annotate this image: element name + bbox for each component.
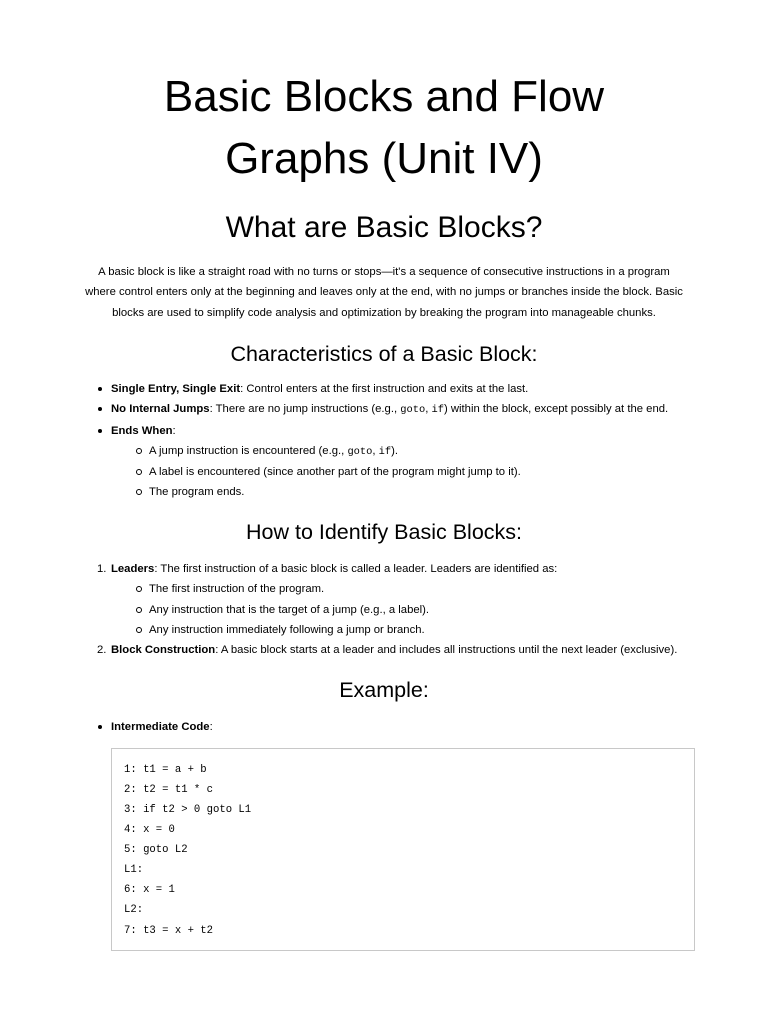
list-item (97, 640, 711, 660)
example-heading: Example: (339, 678, 429, 702)
intro-paragraph (72, 262, 696, 323)
bullet-icon (98, 407, 102, 411)
list-number: 1. (97, 563, 107, 575)
item-text: : The first instruction of a basic block is called a leader. Leaders are identified as: (154, 563, 558, 575)
code-line: 3: if t2 > 0 goto L1 (124, 804, 252, 816)
intro-line-2: where control enters only at the beginning and leaves only at the end, with no jumps or branches inside the block. Basic (85, 286, 683, 299)
title-line-2: Graphs (Unit IV) (225, 134, 543, 183)
item-text: The first instruction of the program. (149, 583, 325, 596)
code-line: L2: (124, 904, 144, 916)
code-line: L1: (124, 864, 144, 876)
bullet-icon (98, 429, 102, 433)
sub-list (111, 441, 711, 503)
code-line: 7: t3 = x + t2 (124, 925, 214, 937)
code-line: 4: x = 0 (124, 824, 175, 836)
code-line: 5: goto L2 (124, 844, 188, 856)
item-term: No Internal Jumps (111, 403, 210, 416)
code-block (111, 748, 695, 951)
identify-list (97, 559, 711, 660)
item-text: A label is encountered (since another part of the program might jump to it). (149, 466, 521, 479)
item-term: Block Construction (111, 644, 216, 657)
list-item (111, 717, 711, 737)
circle-bullet-icon (136, 586, 142, 592)
sub-list (111, 579, 711, 640)
sub-list-item (149, 482, 711, 502)
characteristics-heading: Characteristics of a Basic Block: (230, 342, 538, 366)
item-text: ). (391, 444, 399, 457)
item-text: : Control enters at the first instruction and exits at the last. (240, 383, 529, 395)
identify-heading: How to Identify Basic Blocks: (245, 520, 523, 544)
title-line-1: Basic Blocks and Flow (163, 72, 605, 121)
intro-line-1: A basic block is like a straight road with no turns or stops—it's a sequence of consecutive instructions in a program (98, 266, 670, 278)
item-text: : (209, 721, 213, 733)
separator-text: , (425, 403, 432, 416)
item-text: ) within the block, except possibly at the end. (443, 403, 669, 416)
item-text: Any instruction immediately following a jump or branch. (149, 623, 425, 636)
list-item (111, 421, 711, 503)
circle-bullet-icon (136, 448, 142, 454)
section-heading: What are Basic Blocks? (225, 211, 543, 244)
item-text: : There are no jump instructions (e.g., (209, 403, 401, 416)
item-text: A jump instruction is encountered (e.g., (149, 444, 348, 457)
list-item (111, 379, 711, 399)
intro-line-3: blocks are used to simplify code analysis and optimization by breaking the program into manageable chunks. (112, 306, 656, 319)
item-text: : (172, 424, 176, 437)
circle-bullet-icon (136, 627, 142, 633)
item-term: Single Entry, Single Exit (111, 383, 241, 395)
circle-bullet-icon (136, 489, 142, 495)
bullet-icon (98, 725, 102, 729)
item-text: : A basic block starts at a leader and includes all instructions until the next leader (exclusive). (215, 644, 678, 657)
inline-code: goto (347, 445, 373, 458)
circle-bullet-icon (136, 469, 142, 475)
code-line: 1: t1 = a + b (124, 764, 207, 776)
document-title (0, 66, 768, 190)
list-item (97, 559, 711, 640)
item-text: Any instruction that is the target of a jump (e.g., a label). (149, 603, 430, 616)
inline-code: goto (400, 404, 426, 417)
inline-code: if (431, 404, 444, 417)
list-number: 2. (97, 644, 107, 657)
sub-list-item (149, 441, 711, 462)
item-text: The program ends. (149, 486, 245, 499)
circle-bullet-icon (136, 607, 142, 613)
sub-list-item (149, 600, 711, 620)
item-term: Ends When (111, 424, 173, 437)
sub-list-item (149, 620, 711, 640)
code-line: 2: t2 = t1 * c (124, 784, 214, 796)
sub-list-item (149, 579, 711, 599)
bullet-icon (98, 387, 102, 391)
item-term: Intermediate Code (111, 721, 210, 733)
list-item (111, 399, 711, 420)
separator-text: , (372, 444, 379, 457)
characteristics-list (111, 379, 711, 503)
code-line: 6: x = 1 (124, 884, 175, 896)
item-term: Leaders (111, 563, 155, 575)
inline-code: if (378, 445, 392, 458)
sub-list-item (149, 462, 711, 482)
example-list (111, 717, 711, 737)
